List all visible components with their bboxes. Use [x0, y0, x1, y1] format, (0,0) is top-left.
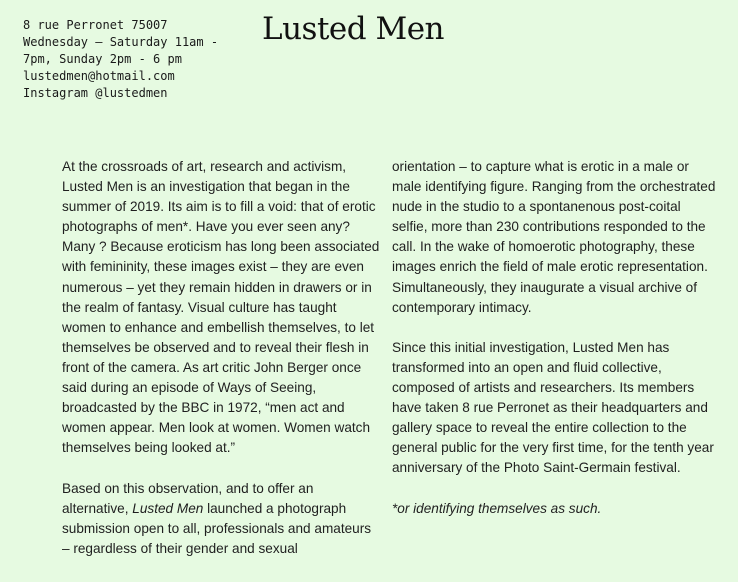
hours-text-line2: 7pm, Sunday 2pm - 6 pm: [23, 52, 182, 66]
hours-text-line1: Wednesday – Saturday 11am -: [23, 35, 219, 49]
article-paragraph-3: Since this initial investigation, Lusted Men has transformed into an open and fluid collective, composed of artists and researchers. Its members have taken 8 rue Perronet as their headquarters and gallery space to reveal the entire collection to the general public for the very first time, for the tenth year anniversary of the Photo Saint-Germain festival.: [392, 339, 714, 476]
paragraph-2-text-b: launched a photograph submission open to all, professionals and amateurs – regardless of their gender and sexual: [62, 500, 372, 556]
article-paragraph-2-start: [62, 479, 380, 559]
article-paragraph-1: At the crossroads of art, research and activism, Lusted Men is an investigation that began in the summer of 2019. Its aim is to fill a void: that of erotic photographs of men*. Have you ever seen any? Many ? Because eroticism has long been associated with femininity, these images exist – they are even numerous – yet they remain hidden in drawers or in the realm of fantasy. Visual culture has taught women to enhance and embellish themselves, to let themselves be observed and to reveal their flesh in front of the camera. As art critic John Berger once said during an episode of Ways of Seeing, broadcasted by the BBC in 1972, “men act and women appear. Men look at women. Women watch themselves being looked at.”: [62, 159, 380, 456]
contact-info: [23, 17, 248, 102]
article-column-left: [62, 157, 380, 579]
instagram-link[interactable]: Instagram @lustedmen: [23, 86, 168, 100]
email-link[interactable]: lustedmen@hotmail.com: [23, 69, 175, 83]
footnote-text: *or identifying themselves as such.: [392, 500, 602, 516]
article-column-right: [392, 157, 718, 539]
article-footnote: [392, 499, 718, 519]
paragraph-2-emphasis: Lusted Men: [132, 500, 204, 516]
article-paragraph-2-cont: orientation – to capture what is erotic in a male or male identifying figure. Ranging from the orchestrated nude in the studio to a spontanenous post-coital selfie, more than 230 contributions responded to the call. In the wake of homoerotic photography, these images enrich the field of male erotic representation. Simultaneously, they inaugurate a visual archive of contemporary intimacy.: [392, 159, 716, 315]
address-text: 8 rue Perronet 75007: [23, 18, 168, 32]
paragraph-2-text-a: Based on this observation, and to offer an alternative,: [62, 480, 314, 516]
site-title[interactable]: Lusted Men: [262, 11, 445, 47]
